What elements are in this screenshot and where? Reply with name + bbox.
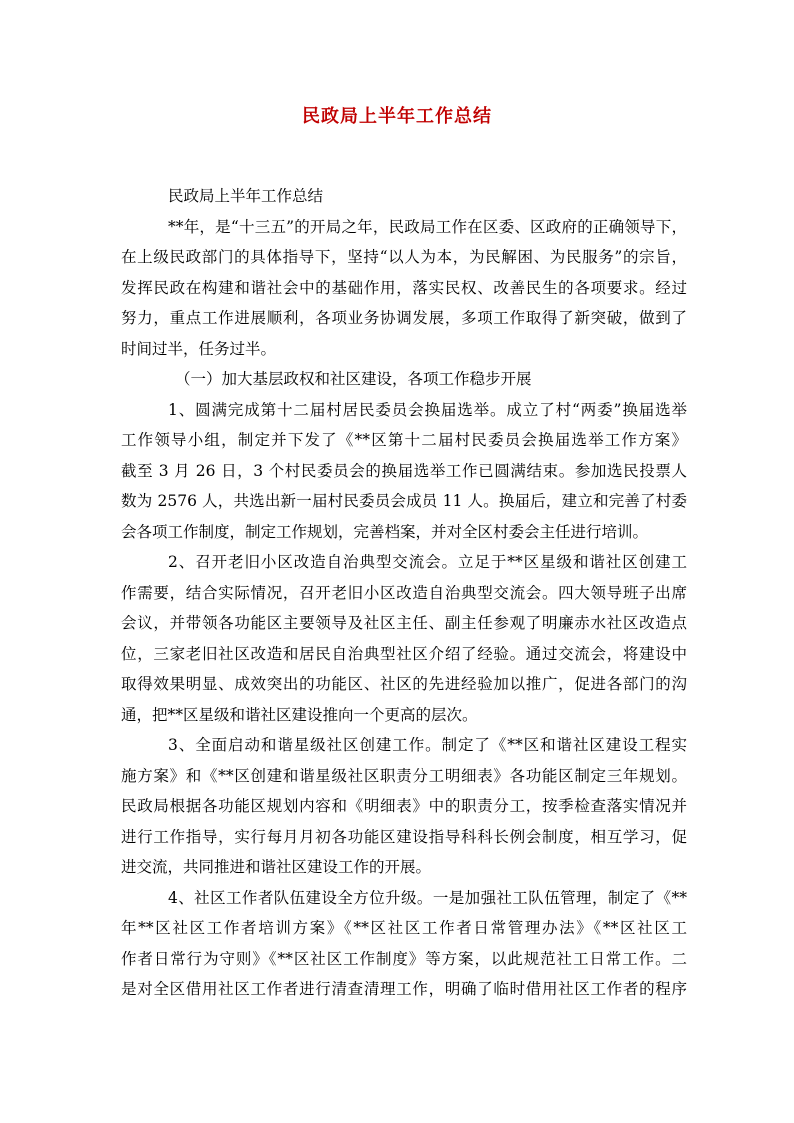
- paragraph-line: 通，把**区星级和谐社区建设推向一个更高的层次。: [121, 705, 478, 724]
- paragraph-line: 施方案》和《**区创建和谐星级社区职责分工明细表》各功能区制定三年规划。: [121, 766, 687, 785]
- paragraph-line: 4、社区工作者队伍建设全方位升级。一是加强社工队伍管理，制定了《**: [168, 888, 687, 907]
- paragraph-line: 努力，重点工作进展顺利，各项业务协调发展，多项工作取得了新突破，做到了: [121, 309, 687, 327]
- paragraph-line: 进行工作指导，实行每月月初各功能区建设指导科科长例会制度，相互学习，促: [121, 827, 687, 846]
- paragraph-line: 作需要，结合实际情况，召开老旧小区改造自治典型交流会。四大领导班子出席: [121, 583, 687, 602]
- paragraph-line: 2、召开老旧小区改造自治典型交流会。立足于**区星级和谐社区创建工: [168, 553, 687, 571]
- paragraph-line: 1、圆满完成第十二届村居民委员会换届选举。成立了村“两委”换届选举: [168, 400, 687, 419]
- paragraph-line: 3、全面启动和谐星级社区创建工作。制定了《**区和谐社区建设工程实: [168, 736, 687, 754]
- paragraph-line: 年**区社区工作者培训方案》《**区社区工作者日常管理办法》《**区社区工: [121, 919, 687, 937]
- paragraph-line: 作者日常行为守则》《**区社区工作制度》等方案，以此规范社工日常工作。二: [121, 949, 687, 968]
- paragraph-line: 进交流，共同推进和谐社区建设工作的开展。: [121, 858, 432, 876]
- paragraph-line: 在上级民政部门的具体指导下，坚持“以人为本，为民解困、为民服务”的宗旨，: [121, 248, 687, 266]
- paragraph-line: 数为 2576 人，共选出新一届村民委员会成员 11 人。换届后，建立和完善了村委: [121, 492, 687, 510]
- paragraph-line: 发挥民政在构建和谐社会中的基础作用，落实民权、改善民生的各项要求。经过: [121, 278, 687, 297]
- paragraph-line: 会各项工作制度，制定工作规划，完善档案，并对全区村委会主任进行培训。: [121, 522, 649, 541]
- paragraph-line: 民政局根据各功能区规划内容和《明细表》中的职责分工，按季检查落实情况并: [121, 797, 687, 815]
- document-body: [121, 181, 687, 1005]
- paragraph-line: 是对全区借用社区工作者进行清查清理工作，明确了临时借用社区工作者的程序: [121, 980, 687, 998]
- paragraph-line: 民政局上半年工作总结: [168, 187, 324, 205]
- paragraph-line: 时间过半，任务过半。: [121, 339, 277, 358]
- paragraph-line: **年，是“十三五”的开局之年，民政局工作在区委、区政府的正确领导下，: [168, 217, 687, 236]
- paragraph-line: 会议，并带领各功能区主要领导及社区主任、副主任参观了明廉赤水社区改造点: [121, 614, 687, 632]
- paragraph-line: 截至 3 月 26 日，3 个村民委员会的换届选举工作已圆满结束。参加选民投票人: [121, 461, 687, 480]
- document-title: 民政局上半年工作总结: [302, 106, 492, 127]
- paragraph-line: 工作领导小组，制定并下发了《**区第十二届村民委员会换届选举工作方案》: [121, 431, 687, 449]
- paragraph-line: 位，三家老旧社区改造和居民自治典型社区介绍了经验。通过交流会，将建设中: [121, 644, 687, 663]
- paragraph-line: （一）加大基层政权和社区建设，各项工作稳步开展: [175, 370, 532, 388]
- paragraph-line: 取得效果明显、成效突出的功能区、社区的先进经验加以推广，促进各部门的沟: [121, 675, 687, 693]
